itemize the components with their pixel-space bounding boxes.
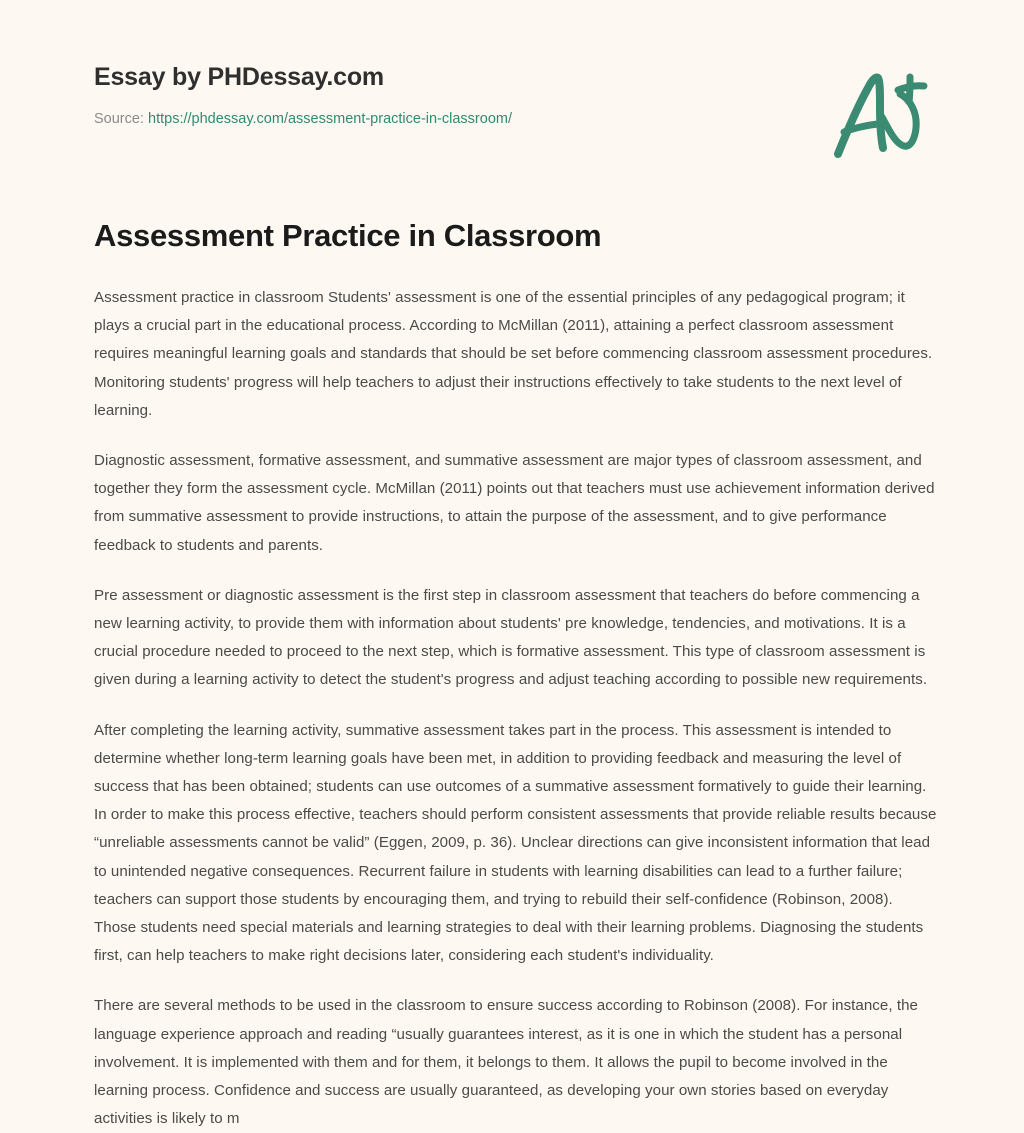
paragraph: There are several methods to be used in the classroom to ensure success according to Robinson (2008). For instance, the language experience approach and reading “usually guarantees interest, as it is one in which the student has a personal involvement. It is implemented with them and for them, it belongs to them. It allows the pupil to become involved in the learning process. Confidence and success are usually guaranteed, as developing your own stories based on everyday activities is likely to m [94,997,918,1128]
paragraph: Diagnostic assessment, formative assessment, and summative assessment are major types of classroom assessment, and together they form the assessment cycle. McMillan (2011) points out that teachers must use achievement information derived from summative assessment to provide instructions, to attain the purpose of the assessment, and to give performance feedback to students and parents. [94,452,935,554]
paragraph: After completing the learning activity, summative assessment takes part in the process. This assessment is intended to determine whether long-term learning goals have been met, in addition to providing feedback and measuring the level of success that has been obtained; students can use outcomes of a summative assessment formatively to guide their learning. In order to make this process effective, teachers should perform consistent assessments that provide reliable results because “unreliable assessments cannot be valid” (Eggen, 2009, p. 36). Unclear directions can give inconsistent information that lead to unintended negative consequences. Recurrent failure in students with learning disabilities can lead to a further failure; teachers can support those students by encouraging them, and trying to rebuild their self-confidence (Robinson, 2008). Those students need special materials and learning strategies to deal with their learning problems. Diagnosing the students first, can help teachers to make right decisions later, considering each student's individuality. [94,721,937,965]
source-label: Source: [94,111,144,127]
source-url-link[interactable]: https://phdessay.com/assessment-practice-in-classroom/ [148,111,512,127]
page-title: Assessment Practice in Classroom [94,218,602,253]
paragraph: Assessment practice in classroom Students' assessment is one of the essential principles of any pedagogical program; it plays a crucial part in the educational process. According to McMillan (2011), attaining a perfect classroom assessment requires meaningful learning goals and standards that should be set before commencing classroom assessment procedures. Monitoring students' progress will help teachers to adjust their instructions effectively to take students to the next level of learning. [94,289,933,419]
brand-title: Essay by PHDessay.com [94,63,384,91]
a-plus-logo-icon [820,62,940,172]
page-header [94,62,934,129]
source-line [94,110,934,129]
essay-body [94,284,937,1133]
paragraph: Pre assessment or diagnostic assessment is the first step in classroom assessment that teachers do before commencing a new learning activity, to provide them with information about students' pre knowledge, tendencies, and motivations. It is a crucial procedure needed to proceed to the next step, which is formative assessment. This type of classroom assessment is given during a learning activity to detect the student's progress and adjust teaching according to possible new requirements. [94,586,928,689]
